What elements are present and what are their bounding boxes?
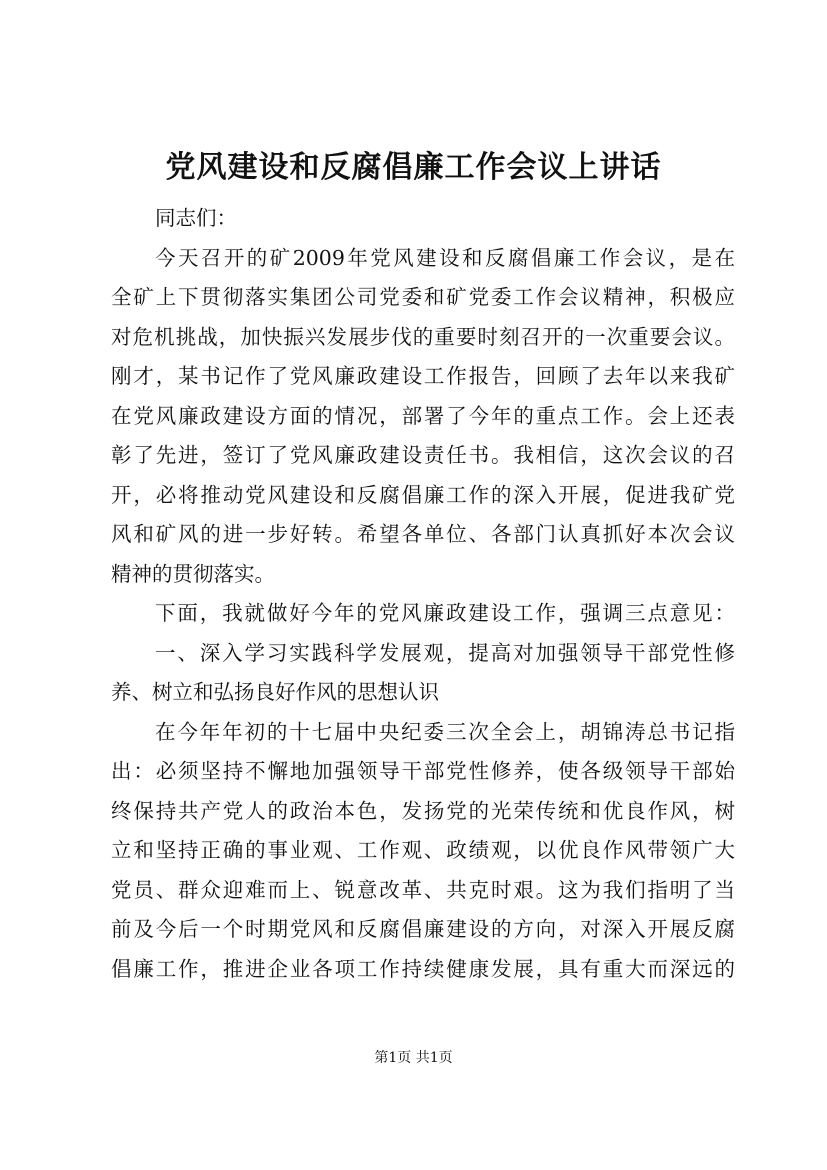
paragraph-line: 倡廉工作，推进企业各项工作持续健康发展，具有重大而深远的 [111,956,735,981]
paragraph-line: 精神的贯彻落实。 [111,561,275,586]
paragraph-line: 刚才，某书记作了党风廉政建设工作报告，回顾了去年以来我矿 [111,364,735,388]
salutation-line: 同志们： [155,206,237,230]
paragraph-line: 在党风廉政建设方面的情况，部署了今年的重点工作。会上还表 [111,403,735,428]
paragraph-line: 出：必须坚持不懈地加强领导干部党性修养，使各级领导干部始 [111,759,735,783]
paragraph-line: 今天召开的矿2009年党风建设和反腐倡廉工作会议，是在 [155,245,735,270]
paragraph-line: 终保持共产党人的政治本色，发扬党的光荣传统和优良作风，树 [111,798,735,823]
paragraph-line: 开，必将推动党风建设和反腐倡廉工作的深入开展，促进我矿党 [111,482,735,507]
paragraph-line: 彰了先进，签订了党风廉政建设责任书。我相信，这次会议的召 [111,443,735,467]
paragraph-line: 下面，我就做好今年的党风廉政建设工作，强调三点意见： [155,601,735,625]
paragraph-line: 在今年年初的十七届中央纪委三次全会上，胡锦涛总书记指 [155,719,735,744]
section-heading-line: 养、树立和弘扬良好作风的思想认识 [111,680,439,704]
paragraph-line: 全矿上下贯彻落实集团公司党委和矿党委工作会议精神，积极应 [111,285,735,309]
paragraph-line: 立和坚持正确的事业观、工作观、政绩观，以优良作风带领广大 [111,838,735,862]
paragraph-line: 前及今后一个时期党风和反腐倡廉建设的方向，对深入开展反腐 [111,917,735,941]
document-title: 党风建设和反腐倡廉工作会议上讲话 [165,150,662,185]
paragraph-line: 风和矿风的进一步好转。希望各单位、各部门认真抓好本次会议 [111,522,735,546]
page-footer: 第1页 共1页 [374,1050,453,1066]
paragraph-line: 党员、群众迎难而上、锐意改革、共克时艰。这为我们指明了当 [111,877,735,902]
document-body [111,199,735,989]
paragraph-line: 对危机挑战，加快振兴发展步伐的重要时刻召开的一次重要会议。 [111,324,735,349]
section-heading-line: 一、深入学习实践科学发展观，提高对加强领导干部党性修 [155,640,735,665]
